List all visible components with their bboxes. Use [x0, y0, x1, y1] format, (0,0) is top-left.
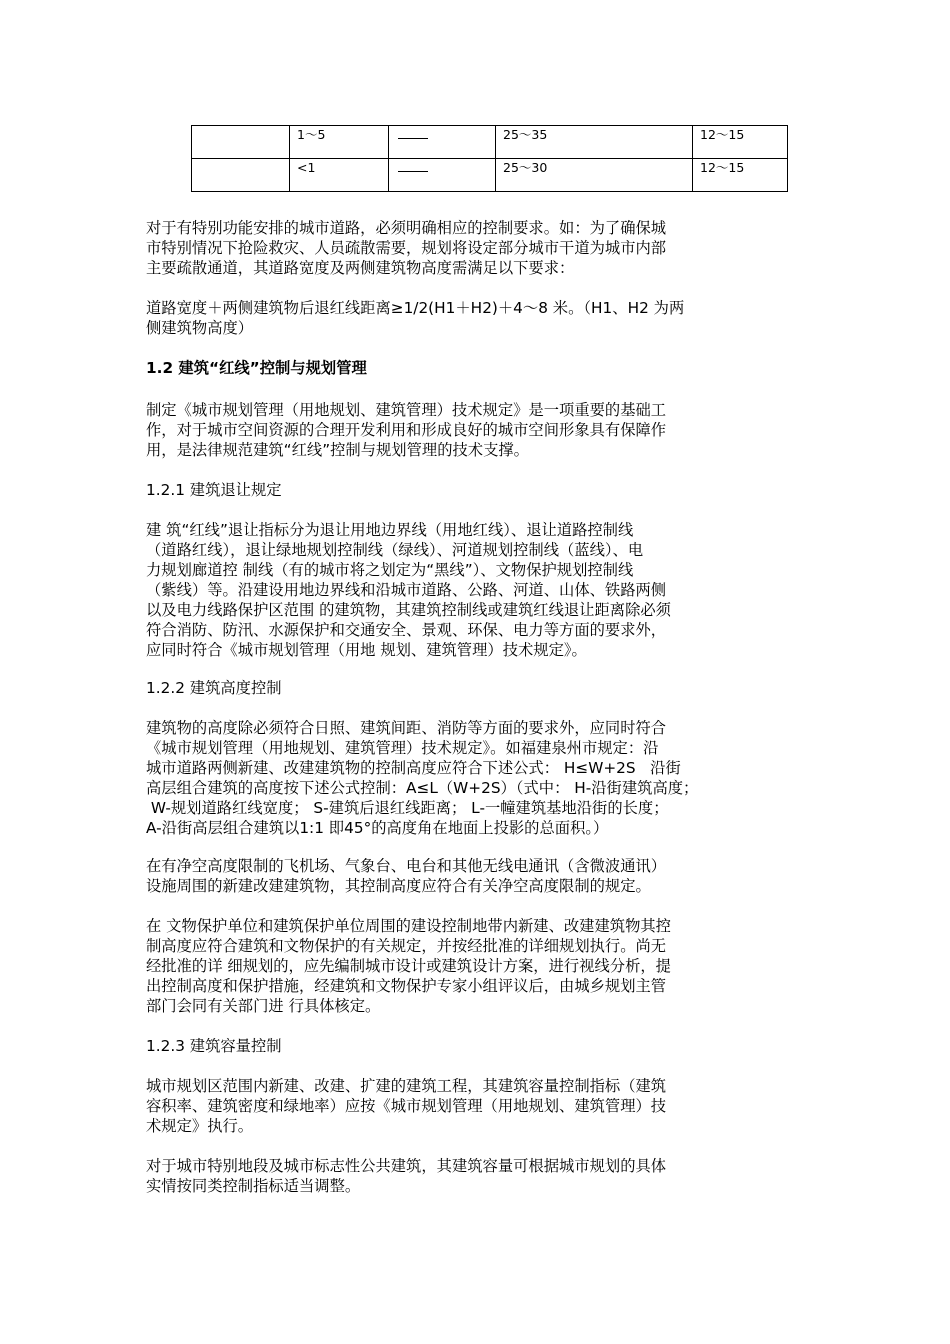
text-line: 部门会同有关部门进 行具体核定。 [146, 997, 381, 1015]
paragraph-capacity-control [146, 1076, 796, 1136]
paragraph-road-width-formula [146, 298, 796, 338]
table-cell: 25～35 [496, 126, 693, 159]
table-cell: <1 [290, 159, 389, 192]
text-line: 作，对于城市空间资源的合理开发利用和形成良好的城市空间形象具有保障作 [146, 421, 667, 439]
table-cell [192, 126, 290, 159]
text-line: （道路红线），退让绿地规划控制线（绿线）、河道规划控制线（蓝线）、电 [146, 541, 644, 559]
paragraph-regulation-intro [146, 400, 796, 460]
subsection-heading-1-2-2: 1.2.2 建筑高度控制 [146, 679, 282, 697]
text-line: 在有净空高度限制的飞机场、气象台、电台和其他无线电通讯（含微波通讯） [146, 857, 667, 875]
table-row [192, 126, 788, 159]
text-line: 用，是法律规范建筑“红线”控制与规划管理的技术支撑。 [146, 441, 529, 459]
table-cell [389, 126, 496, 159]
text-line: 容积率、建筑密度和绿地率）应按《城市规划管理（用地规划、建筑管理）技 [146, 1097, 667, 1115]
table-cell: 1～5 [290, 126, 389, 159]
paragraph-landmark-adjustment [146, 1156, 796, 1196]
table-row [192, 159, 788, 192]
dash-mark [398, 171, 428, 172]
paragraph-heritage-protection [146, 916, 796, 1016]
subsection-heading-1-2-1: 1.2.1 建筑退让规定 [146, 481, 282, 499]
paragraph-clearance-limits [146, 856, 796, 896]
text-line: 建筑物的高度除必须符合日照、建筑间距、消防等方面的要求外，应同时符合 [146, 719, 667, 737]
text-line: 市特别情况下抢险救灾、人员疏散需要，规划将设定部分城市干道为城市内部 [146, 239, 667, 257]
text-line: 以及电力线路保护区范围 的建筑物，其建筑控制线或建筑红线退让距离除必须 [146, 601, 671, 619]
text-line: 制高度应符合建筑和文物保护的有关规定，并按经批准的详细规划执行。尚无 [146, 937, 667, 955]
table-cell: 12～15 [693, 126, 788, 159]
text-line: 城市道路两侧新建、改建建筑物的控制高度应符合下述公式： H≤W+2S 沿街 [146, 759, 681, 777]
table-cell [389, 159, 496, 192]
limits-table [191, 125, 788, 192]
section-heading-1-2: 1.2 建筑“红线”控制与规划管理 [146, 359, 367, 377]
text-line: 主要疏散通道，其道路宽度及两侧建筑物高度需满足以下要求： [146, 259, 575, 277]
text-line: 《城市规划管理（用地规划、建筑管理）技术规定》。如福建泉州市规定：沿 [146, 739, 659, 757]
paragraph-setback-rules [146, 520, 796, 660]
text-line: 设施周围的新建改建建筑物，其控制高度应符合有关净空高度限制的规定。 [146, 877, 651, 895]
text-line: 经批准的详 细规划的，应先编制城市设计或建筑设计方案，进行视线分析，提 [146, 957, 671, 975]
text-line: 力规划廊道控 制线（有的城市将之划定为“黑线”）、文物保护规划控制线 [146, 561, 634, 579]
text-line: 高层组合建筑的高度按下述公式控制：A≤L（W+2S）（式中： H-沿街建筑高度； [146, 779, 699, 797]
text-line: 城市规划区范围内新建、改建、扩建的建筑工程，其建筑容量控制指标（建筑 [146, 1077, 667, 1095]
text-line: 出控制高度和保护措施，经建筑和文物保护专家小组评议后，由城乡规划主管 [146, 977, 667, 995]
text-line: 对于有特别功能安排的城市道路，必须明确相应的控制要求。如：为了确保城 [146, 219, 667, 237]
text-line: W-规划道路红线宽度； S-建筑后退红线距离； L-一幢建筑基地沿街的长度； [146, 799, 669, 817]
text-line: 符合消防、防汛、水源保护和交通安全、景观、环保、电力等方面的要求外， [146, 621, 667, 639]
text-line: 应同时符合《城市规划管理（用地 规划、建筑管理）技术规定》。 [146, 641, 587, 659]
text-line: 实情按同类控制指标适当调整。 [146, 1177, 361, 1195]
table-cell: 12～15 [693, 159, 788, 192]
text-line: 在 文物保护单位和建筑保护单位周围的建设控制地带内新建、改建建筑物其控 [146, 917, 671, 935]
text-line: 制定《城市规划管理（用地规划、建筑管理）技术规定》是一项重要的基础工 [146, 401, 667, 419]
paragraph-height-control [146, 718, 796, 838]
text-line: 对于城市特别地段及城市标志性公共建筑，其建筑容量可根据城市规划的具体 [146, 1157, 667, 1175]
text-line: 建 筑“红线”退让指标分为退让用地边界线（用地红线）、退让道路控制线 [146, 521, 634, 539]
subsection-heading-1-2-3: 1.2.3 建筑容量控制 [146, 1037, 282, 1055]
text-line: 侧建筑物高度） [146, 319, 254, 337]
text-line: 道路宽度＋两侧建筑物后退红线距离≥1/2(H1＋H2)＋4～8 米。（H1、H2 为两 [146, 299, 685, 317]
table-cell [192, 159, 290, 192]
table-cell: 25～30 [496, 159, 693, 192]
text-line: A-沿街高层组合建筑以1:1 即45°的高度角在地面上投影的总面积。） [146, 819, 609, 837]
text-line: 术规定》执行。 [146, 1117, 254, 1135]
paragraph-emergency-roads [146, 218, 796, 278]
text-line: （紫线）等。沿建设用地边界线和沿城市道路、公路、河道、山体、铁路两侧 [146, 581, 667, 599]
dash-mark [398, 138, 428, 139]
